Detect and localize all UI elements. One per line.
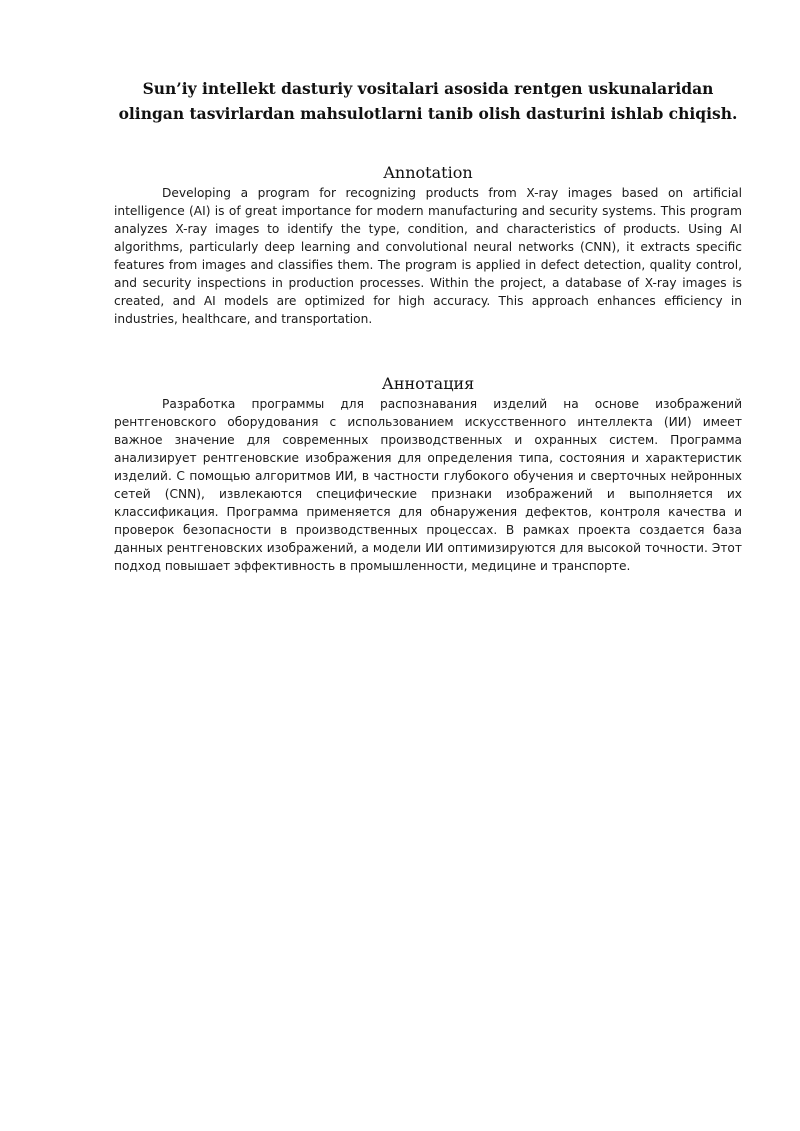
- document-title: Sun’iy intellekt dasturiy vositalari asosida rentgen uskunalaridan olingan tasvirlardan mahsulotlarni tanib olish dasturini ishlab chiqish.: [118, 79, 738, 123]
- annotation-ru-paragraph: Разработка программы для распознавания изделий на основе изображений рентгеновского оборудования с использованием искусственного интеллекта (ИИ) имеет важное значение для современных производственных и охранных систем. Программа анализирует рентгеновские изображения для определения типа, состояния и характеристик изделий. С помощью алгоритмов ИИ, в частности глубокого обучения и сверточных нейронных сетей (CNN), извлекаются специфические признаки изображений и выполняется их классификация. Программа применяется для обнаружения дефектов, контроля качества и проверок безопасности в производственных процессах. В рамках проекта создается база данных рентгеновских изображений, а модели ИИ оптимизируются для высокой точности. Этот подход повышает эффективность в промышленности, медицине и транспорте.: [114, 397, 742, 573]
- annotation-en-heading: Annotation: [383, 163, 473, 182]
- annotation-en-paragraph: Developing a program for recognizing products from X-ray images based on artificial intelligence (AI) is of great importance for modern manufacturing and security systems. This program analyzes X-ray images to identify the type, condition, and characteristics of products. Using AI algorithms, particularly deep learning and convolutional neural networks (CNN), it extracts specific features from images and classifies them. The program is applied in defect detection, quality control, and security inspections in production processes. Within the project, a database of X-ray images is created, and AI models are optimized for high accuracy. This approach enhances efficiency in industries, healthcare, and transportation.: [114, 186, 742, 326]
- annotation-ru-heading: Аннотация: [381, 374, 475, 393]
- annotation-ru-section: [114, 373, 742, 575]
- annotation-en-section: [114, 162, 742, 328]
